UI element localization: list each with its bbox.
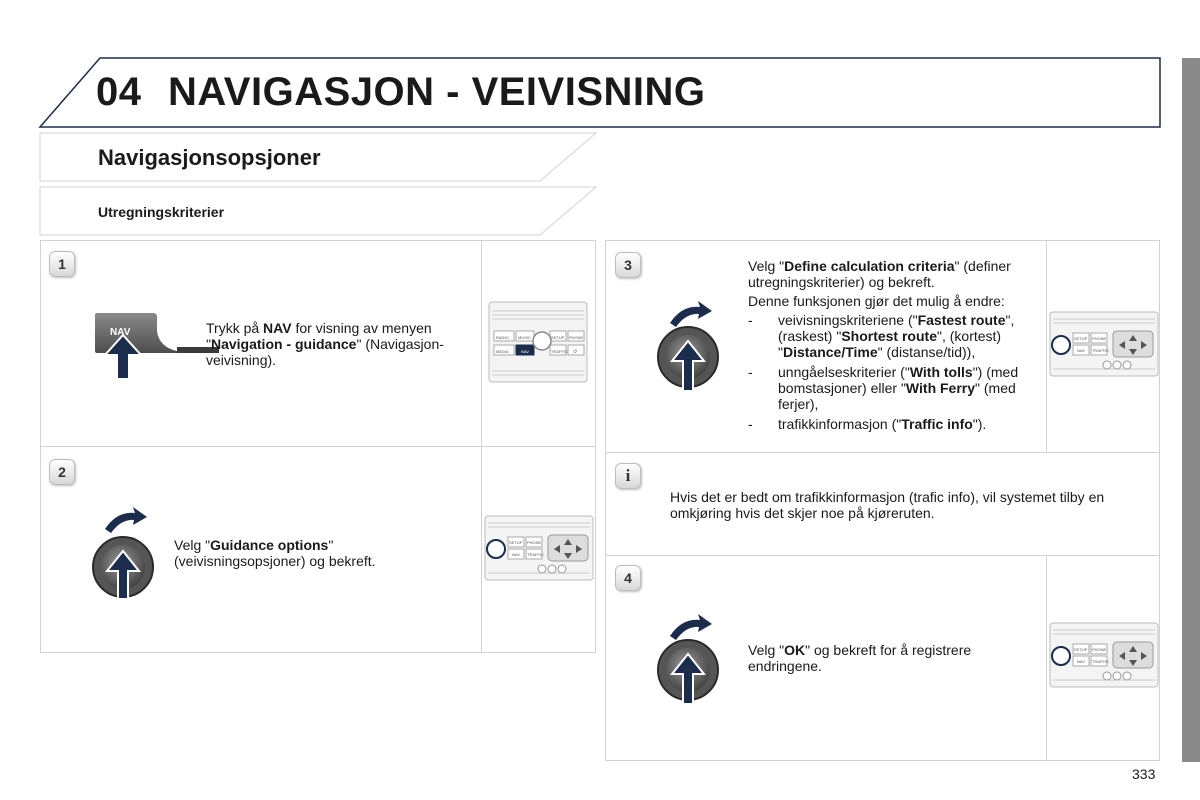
rotary-knob-press-icon bbox=[654, 610, 724, 710]
step-2-text: Velg "Guidance options" (veivisningsopsjoner) og bekreft. bbox=[174, 537, 376, 569]
svg-text:SETUP: SETUP bbox=[551, 335, 565, 340]
section-title: Navigasjonsopsjoner bbox=[98, 145, 321, 170]
svg-text:NAV: NAV bbox=[512, 552, 520, 557]
criteria-list bbox=[748, 312, 1038, 432]
step-4-panel bbox=[605, 555, 1160, 761]
list-item: - unngåelseskriterier ("With tolls") (med bomstasjoner) eller "With Ferry" (med ferjer), bbox=[748, 364, 1019, 412]
svg-text:TRAFFIC: TRAFFIC bbox=[1092, 348, 1109, 353]
list-item: - trafikkinformasjon ("Traffic info"). bbox=[748, 416, 987, 432]
svg-text:TRAFFIC: TRAFFIC bbox=[551, 349, 568, 354]
chapter-number: 04 bbox=[96, 70, 142, 114]
rotary-knob-press-icon bbox=[654, 297, 724, 397]
nav-button-label: NAV bbox=[110, 327, 131, 338]
subsection-title: Utregningskriterier bbox=[98, 204, 225, 220]
radio-control-panel bbox=[1049, 622, 1159, 688]
list-item: - veivisningskriteriene ("Fastest route", (raskest) "Shortest route", (kortest) "Distance/Time" (distanse/tid)), bbox=[748, 312, 1015, 360]
step-2-device-cell bbox=[481, 447, 596, 652]
rotary-knob-press-icon bbox=[89, 503, 159, 603]
svg-text:NAV: NAV bbox=[1077, 659, 1085, 664]
svg-text:NAV: NAV bbox=[1077, 348, 1085, 353]
info-icon: i bbox=[615, 463, 641, 489]
radio-control-panel bbox=[488, 301, 588, 383]
svg-text:RADIO: RADIO bbox=[496, 335, 509, 340]
step-1-panel bbox=[40, 240, 596, 447]
svg-text:SETUP: SETUP bbox=[1074, 647, 1088, 652]
svg-text:SETUP: SETUP bbox=[509, 540, 523, 545]
step-badge: 2 bbox=[49, 459, 75, 485]
step-4-text: Velg "OK" og bekreft for å registrere endringene. bbox=[748, 642, 972, 674]
step-badge: 4 bbox=[615, 565, 641, 591]
step-3-lead: Denne funksjonen gjør det mulig å endre: bbox=[748, 293, 1005, 309]
svg-text:PHONE: PHONE bbox=[1092, 647, 1107, 652]
svg-text:TRAFFIC: TRAFFIC bbox=[527, 552, 544, 557]
info-text: Hvis det er bedt om trafikkinformasjon (trafic info), vil systemet tilby en omkjøring hvis det skjer noe på kjøreruten. bbox=[670, 489, 1105, 521]
svg-text:SETUP: SETUP bbox=[1074, 336, 1088, 341]
step-badge: 3 bbox=[615, 252, 641, 278]
info-panel bbox=[605, 452, 1160, 556]
svg-text:PHONE: PHONE bbox=[1092, 336, 1107, 341]
svg-text:MUSIC: MUSIC bbox=[518, 335, 531, 340]
chapter-tab-bar bbox=[1182, 58, 1200, 762]
radio-control-panel bbox=[1049, 311, 1159, 377]
chapter-title: NAVIGASJON - VEIVISNING bbox=[168, 70, 706, 114]
svg-text:TRAFFIC: TRAFFIC bbox=[1092, 659, 1109, 664]
nav-button-press-icon bbox=[93, 307, 223, 387]
svg-text:PHONE: PHONE bbox=[527, 540, 542, 545]
svg-text:NAV: NAV bbox=[521, 349, 529, 354]
radio-control-panel bbox=[484, 515, 594, 581]
step-3-intro: Velg "Define calculation criteria" (definer utregningskriterier) og bekreft. bbox=[748, 258, 1011, 290]
step-3-device-cell bbox=[1046, 241, 1160, 452]
step-1-device-cell bbox=[481, 241, 596, 446]
page-number: 333 bbox=[1132, 766, 1156, 782]
step-3-text bbox=[748, 258, 1038, 436]
svg-text:PHONE: PHONE bbox=[569, 335, 584, 340]
step-4-device-cell bbox=[1046, 556, 1160, 760]
step-1-text: Trykk på NAV for visning av menyen "Navigation - guidance" (Navigasjon-veivisning). bbox=[206, 320, 444, 368]
step-badge: 1 bbox=[49, 251, 75, 277]
step-2-panel bbox=[40, 446, 596, 653]
step-3-panel bbox=[605, 240, 1160, 453]
svg-text:↺: ↺ bbox=[573, 349, 578, 355]
svg-text:MEDIA: MEDIA bbox=[496, 349, 509, 354]
